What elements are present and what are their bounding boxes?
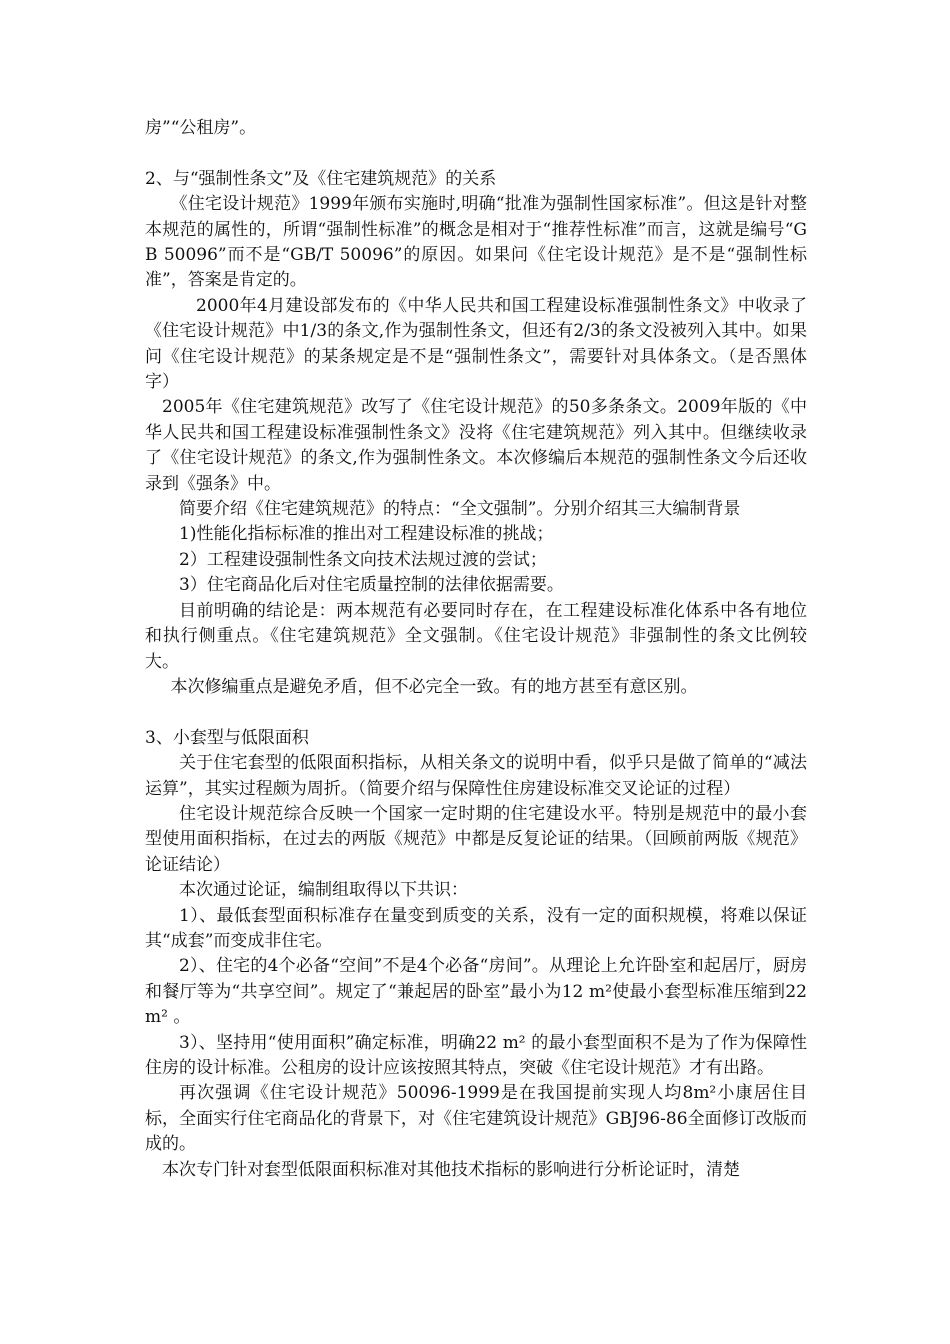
paragraph-continuation: 房”“公租房”。 — [145, 118, 257, 138]
section-heading-2: 2、与“强制性条文”及《住宅建筑规范》的关系 — [145, 168, 497, 189]
document-body — [145, 116, 807, 1183]
paragraph: 目前明确的结论是：两本规范有必要同时存在，在工程建设标准化体系中各有地位和执行侧重点。《住宅建筑规范》全文强制。《住宅设计规范》非强制性的条文比例较大。 — [145, 600, 807, 672]
paragraph: 2005年《住宅建筑规范》改写了《住宅设计规范》的50多条条文。2009年版的《中华人民共和国工程建设标准强制性条文》没将《住宅建筑规范》列入其中。但继续收录了《住宅设计规范》的条文,作为强制性条文。本次修编后本规范的强制性条文今后还收录到《强条》中。 — [145, 397, 807, 494]
paragraph: 2000年4月建设部发布的《中华人民共和国工程建设标准强制性条文》中收录了《住宅设计规范》中1/3的条文,作为强制性条文，但还有2/3的条文没被列入其中。如果问《住宅设计规范》的某条规定是不是“强制性条文”，需要针对具体条文。（是否黑体字） — [145, 295, 807, 393]
paragraph: 本次通过论证，编制组取得以下共识： — [179, 880, 468, 901]
blank-line — [145, 700, 807, 725]
paragraph: 本次专门针对套型低限面积标准对其他技术指标的影响进行分析论证时，清楚 — [162, 1159, 740, 1180]
paragraph: 简要介绍《住宅建筑规范》的特点：“全文强制”。分别介绍其三大编制背景 — [179, 499, 741, 520]
paragraph: 再次强调《住宅设计规范》50096-1999是在我国提前实现人均8m²小康居住目标，全面实行住宅商品化的背景下，对《住宅建筑设计规范》GBJ96-86全面修订改版而成的。 — [145, 1083, 807, 1155]
paragraph: 关于住宅套型的低限面积指标，从相关条文的说明中看，似乎只是做了简单的“减法运算”，其实过程颇为周折。（简要介绍与保障性住房建设标准交叉论证的过程） — [145, 753, 807, 799]
section-heading-3: 3、小套型与低限面积 — [145, 727, 309, 748]
blank-line — [145, 141, 807, 166]
list-item: 3）、坚持用“使用面积”确定标准，明确22 m² 的最小套型面积不是为了作为保障性住房的设计标准。公租房的设计应该按照其特点，突破《住宅设计规范》才有出路。 — [145, 1032, 807, 1078]
list-item: 1)性能化指标标准的推出对工程建设标准的挑战； — [179, 524, 554, 545]
list-item: 2）工程建设强制性条文向技术法规过渡的尝试； — [179, 549, 547, 570]
list-item: 2）、住宅的4个必备“空间”不是4个必备“房间”。从理论上允许卧室和起居厅，厨房和餐厅等为“共享空间”。规定了“兼起居的卧室”最小为12 m²使最小套型标准压缩到22 m² 。 — [145, 956, 807, 1028]
paragraph: 《住宅设计规范》1999年颁布实施时,明确“批准为强制性国家标准”。但这是针对整本规范的属性的，所谓“强制性标准”的概念是相对于“推荐性标准”而言，这就是编号“GB 50096”而不是“GB/T 50096”的原因。如果问《住宅设计规范》是不是“强制性标准”，答案是肯定的。 — [145, 194, 807, 291]
paragraph: 本次修编重点是避免矛盾，但不必完全一致。有的地方甚至有意区别。 — [170, 676, 698, 697]
paragraph: 住宅设计规范综合反映一个国家一定时期的住宅建设水平。特别是规范中的最小套型使用面积指标，在过去的两版《规范》中都是反复论证的结果。（回顾前两版《规范》论证结论） — [145, 803, 807, 875]
list-item: 3）住宅商品化后对住宅质量控制的法律依据需要。 — [179, 575, 564, 596]
list-item: 1）、最低套型面积标准存在量变到质变的关系，没有一定的面积规模，将难以保证其“成套”而变成非住宅。 — [145, 905, 807, 951]
